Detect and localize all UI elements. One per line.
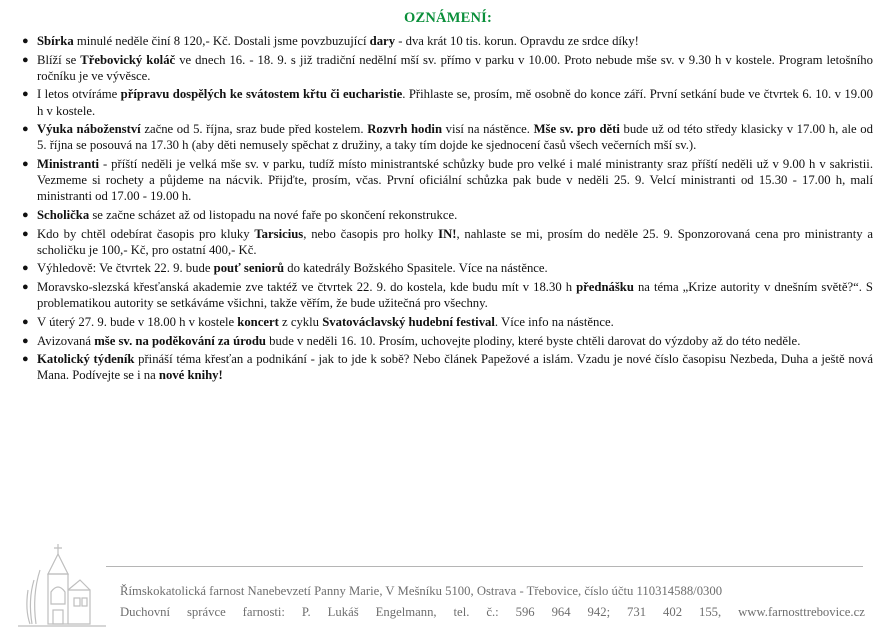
- body-text: se začne scházet až od listopadu na nové faře po skončení rekonstrukce.: [89, 207, 458, 222]
- footer-word: Lukáš: [327, 605, 359, 619]
- footer-word: 155,: [698, 605, 722, 619]
- list-item: [22, 207, 873, 223]
- footer-word: www.farnosttrebovice.cz: [738, 605, 865, 619]
- highlight-text: Tarsicius: [254, 226, 304, 241]
- list-item: [22, 351, 873, 383]
- announcement-list: [22, 33, 873, 386]
- church-logo-icon: [14, 540, 110, 630]
- bullet-dot-icon: ●: [22, 315, 29, 328]
- footer-word: P.: [301, 605, 311, 619]
- body-text: I letos otvíráme: [37, 87, 121, 102]
- page-title: OZNÁMENÍ:: [404, 10, 492, 26]
- highlight-text: dary: [369, 34, 396, 48]
- highlight-text: Svatováclavský hudební festival: [322, 314, 495, 329]
- list-item: [22, 333, 873, 349]
- list-item: [22, 226, 873, 258]
- list-item: [22, 156, 873, 204]
- footer-word: Duchovní: [120, 605, 171, 619]
- list-item: [22, 279, 873, 311]
- footer-contact-line: [120, 602, 865, 623]
- body-text: - dva krát 10 tis. korun. Opravdu ze srdce díky!: [395, 34, 639, 48]
- bullet-dot-icon: ●: [22, 281, 29, 294]
- body-text: do katedrály Božského Spasitele. Více na nástěnce.: [284, 261, 548, 276]
- body-text: Kdo by chtěl odebírat časopis pro kluky: [37, 226, 255, 241]
- footer: [120, 581, 865, 623]
- highlight-text: koncert: [237, 314, 279, 329]
- highlight-text: nové knihy!: [158, 368, 223, 383]
- footer-word: Engelmann,: [375, 605, 437, 619]
- body-text: na téma „Krize autority v dnešním světě?“. S problematikou autority se setkáváme všichni, takže věřím, že bude užitečná pro všechny.: [37, 280, 873, 311]
- body-text: Avizovaná: [37, 333, 95, 348]
- body-text: začne od 5. října, sraz bude před kostelem.: [140, 122, 368, 137]
- highlight-text: Rozvrh hodin: [367, 122, 443, 137]
- footer-word: 596: [515, 605, 535, 619]
- body-text: Blíží se: [37, 52, 81, 67]
- body-text: Moravsko-slezská křesťanská akademie zve taktéž ve čtvrtek 22. 9. do kostela, kde budu mít v 18.30 h: [37, 280, 577, 295]
- body-text: . Více info na nástěnce.: [494, 314, 614, 329]
- bullet-dot-icon: ●: [22, 35, 29, 47]
- footer-word: 402: [663, 605, 683, 619]
- highlight-text: Výuka náboženství: [37, 122, 141, 137]
- list-item: [22, 33, 873, 49]
- body-text: , nebo časopis pro holky: [303, 226, 439, 241]
- list-item: [22, 260, 873, 276]
- footer-word: č.:: [486, 605, 499, 619]
- bullet-dot-icon: ●: [22, 88, 29, 101]
- highlight-text: Třebovický koláč: [80, 52, 176, 67]
- highlight-text: Ministranti: [37, 157, 100, 172]
- body-text: V úterý 27. 9. bude v 18.00 h v kostele: [37, 314, 238, 329]
- body-text: bude v neděli 16. 10. Prosím, uchovejte plodiny, které byste chtěli darovat do výzdoby až do této neděle.: [265, 333, 801, 348]
- bullet-dot-icon: ●: [22, 353, 29, 366]
- highlight-text: Mše sv. pro děti: [533, 122, 620, 137]
- list-item: [22, 86, 873, 118]
- highlight-text: přípravu dospělých ke svátostem křtu či eucharistie: [120, 87, 403, 102]
- body-text: Výhledově: Ve čtvrtek 22. 9. bude: [37, 261, 214, 276]
- footer-word: farnosti:: [242, 605, 285, 619]
- body-text: z cyklu: [278, 314, 323, 329]
- bullet-dot-icon: ●: [22, 208, 29, 221]
- highlight-text: mše sv. na poděkování za úrodu: [94, 333, 266, 348]
- footer-parish-line: Římskokatolická farnost Nanebevzetí Panny Marie, V Mešníku 5100, Ostrava - Třebovice, číslo účtu 110314588/0300: [120, 584, 723, 598]
- body-text: , nahlaste se mi, prosím do neděle 25. 9. Sponzorovaná cena pro ministranty a scholičku je 100,- Kč, pro ostatní 400,- Kč.: [37, 226, 873, 257]
- list-item: [22, 52, 873, 84]
- bullet-dot-icon: ●: [22, 262, 29, 275]
- body-text: bude už od této středy klasicky v 17.00 h, ale od 5. října se posouvá na 17.30 h (aby děti nemusely spěchat z družiny, a taky tím dojde ke sjednocení časů všech večerních mší sv.).: [37, 122, 873, 153]
- bullet-dot-icon: ●: [22, 123, 29, 136]
- footer-word: 964: [551, 605, 571, 619]
- highlight-text: Scholička: [37, 207, 90, 222]
- footer-word: 942;: [587, 605, 611, 619]
- bullet-dot-icon: ●: [22, 53, 29, 66]
- body-text: ve dnech 16. - 18. 9. s již tradiční nedělní mší sv. přímo v parku v 10.00. Proto nebude mše sv. v 9.30 h v kostele. Program letošního ročníku je ve vývěsce.: [37, 52, 873, 83]
- body-text: - příští neděli je velká mše sv. v parku, tudíž místo ministrantské schůzky bude pro velké i malé ministranty sraz příští neděli už v 9.00 h v sakristii. Vezmeme si rochety a půjdeme na nácvik. Přijďte, prosím, včas. První oficiální schůzka pak bude v neděli 25. 9. Velcí ministranti od 15.30 - 17.00 h, malí ministranti od 17.00 - 19.00 h.: [37, 157, 873, 204]
- bullet-dot-icon: ●: [22, 158, 29, 171]
- list-item: [22, 121, 873, 153]
- footer-divider: [106, 566, 863, 567]
- highlight-text: přednášku: [576, 280, 634, 295]
- highlight-text: Katolický týdeník: [37, 352, 135, 367]
- body-text: minulé neděle činí 8 120,- Kč. Dostali jsme povzbuzující: [73, 34, 370, 48]
- footer-word: 731: [627, 605, 647, 619]
- list-item: [22, 314, 873, 330]
- bullet-dot-icon: ●: [22, 227, 29, 240]
- footer-word: tel.: [453, 605, 470, 619]
- highlight-text: Sbírka: [37, 34, 74, 48]
- highlight-text: IN!: [438, 226, 457, 241]
- body-text: přináší téma křesťan a podnikání - jak to jde k sobě? Nebo článek Papežové a islám. Vzadu je nové číslo časopisu Nezbeda, Duha a ještě nová Mana. Podívejte se i na: [37, 352, 873, 383]
- bullet-dot-icon: ●: [22, 334, 29, 347]
- body-text: . Přihlaste se, prosím, mě osobně do konce září. První setkání bude ve čtvrtek 6. 10. v 19.00 h v kostele.: [37, 87, 873, 118]
- footer-word: správce: [186, 605, 226, 619]
- highlight-text: pouť seniorů: [213, 261, 285, 276]
- body-text: visí na nástěnce.: [442, 122, 534, 137]
